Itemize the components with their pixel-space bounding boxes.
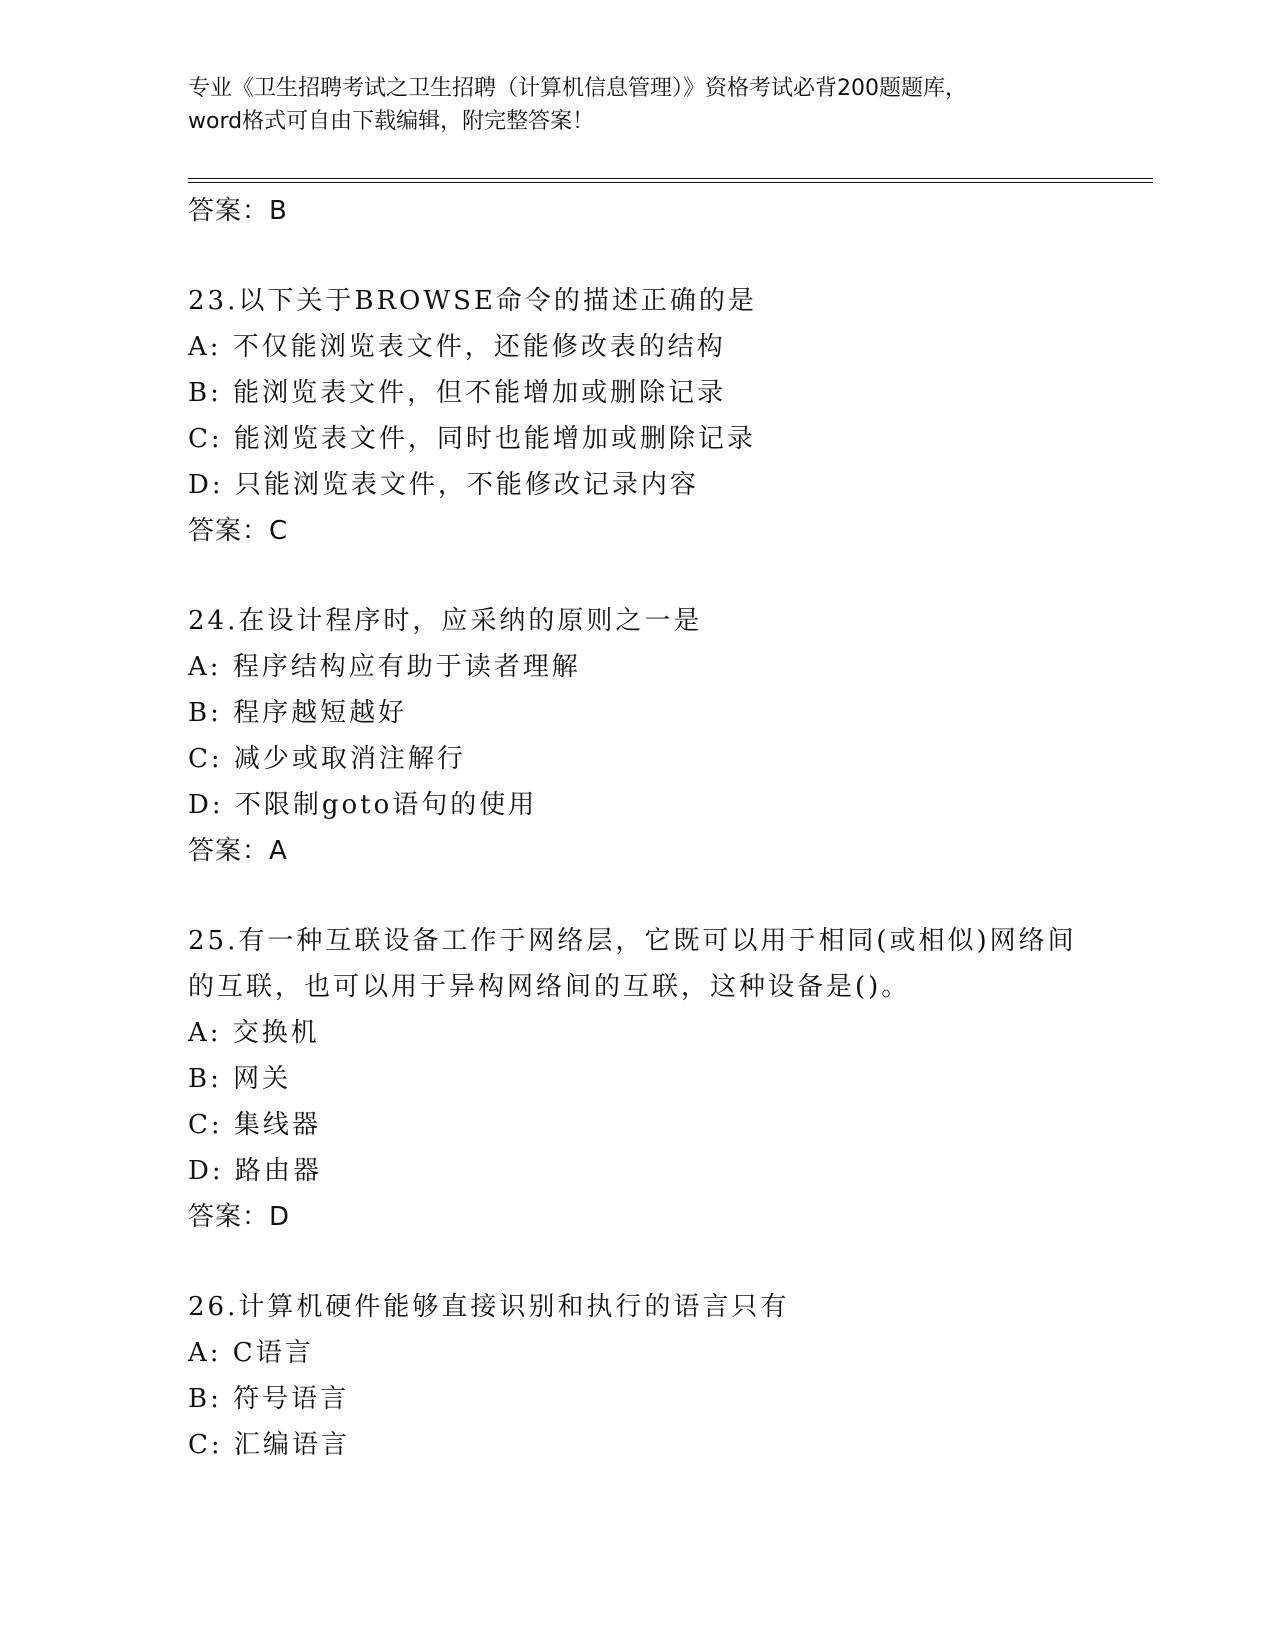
question-stem-line-1: 25.有一种互联设备工作于网络层，它既可以用于相同(或相似)网络间	[188, 926, 1077, 956]
document-header	[188, 72, 1088, 138]
option-b: B: 符号语言	[188, 1384, 350, 1414]
option-c: C: 减少或取消注解行	[188, 744, 466, 774]
answer: 答案：A	[188, 836, 288, 866]
option-b: B: 程序越短越好	[188, 698, 408, 728]
question-stem: 23.以下关于BROWSE命令的描述正确的是	[188, 286, 757, 316]
option-a: A: 不仅能浏览表文件，还能修改表的结构	[188, 332, 726, 362]
question-23	[188, 278, 1148, 554]
question-25	[188, 918, 1148, 1240]
question-24	[188, 598, 1148, 874]
option-c: C: 汇编语言	[188, 1430, 350, 1460]
answer-22: 答案：B	[188, 196, 288, 226]
question-26	[188, 1284, 1148, 1468]
option-a: A: C语言	[188, 1338, 314, 1368]
question-stem: 24.在设计程序时，应采纳的原则之一是	[188, 606, 703, 636]
option-d: D: 只能浏览表文件，不能修改记录内容	[188, 470, 699, 500]
document-body	[188, 188, 1148, 1468]
option-c: C: 集线器	[188, 1110, 321, 1140]
option-b: B: 能浏览表文件，但不能增加或删除记录	[188, 378, 727, 408]
question-stem-line-2: 的互联，也可以用于异构网络间的互联，这种设备是()。	[188, 972, 911, 1002]
option-c: C: 能浏览表文件，同时也能增加或删除记录	[188, 424, 756, 454]
option-a: A: 交换机	[188, 1018, 320, 1048]
header-line-1: 专业《卫生招聘考试之卫生招聘（计算机信息管理）》资格考试必背200题题库，	[188, 76, 967, 101]
option-a: A: 程序结构应有助于读者理解	[188, 652, 581, 682]
option-b: B: 网关	[188, 1064, 292, 1094]
header-line-2: word格式可自由下载编辑，附完整答案！	[188, 109, 595, 134]
answer: 答案：C	[188, 516, 289, 546]
answer: 答案：D	[188, 1202, 291, 1232]
question-stem: 26.计算机硬件能够直接识别和执行的语言只有	[188, 1292, 790, 1322]
header-divider	[188, 178, 1153, 183]
option-d: D: 不限制goto语句的使用	[188, 790, 538, 820]
option-d: D: 路由器	[188, 1156, 322, 1186]
